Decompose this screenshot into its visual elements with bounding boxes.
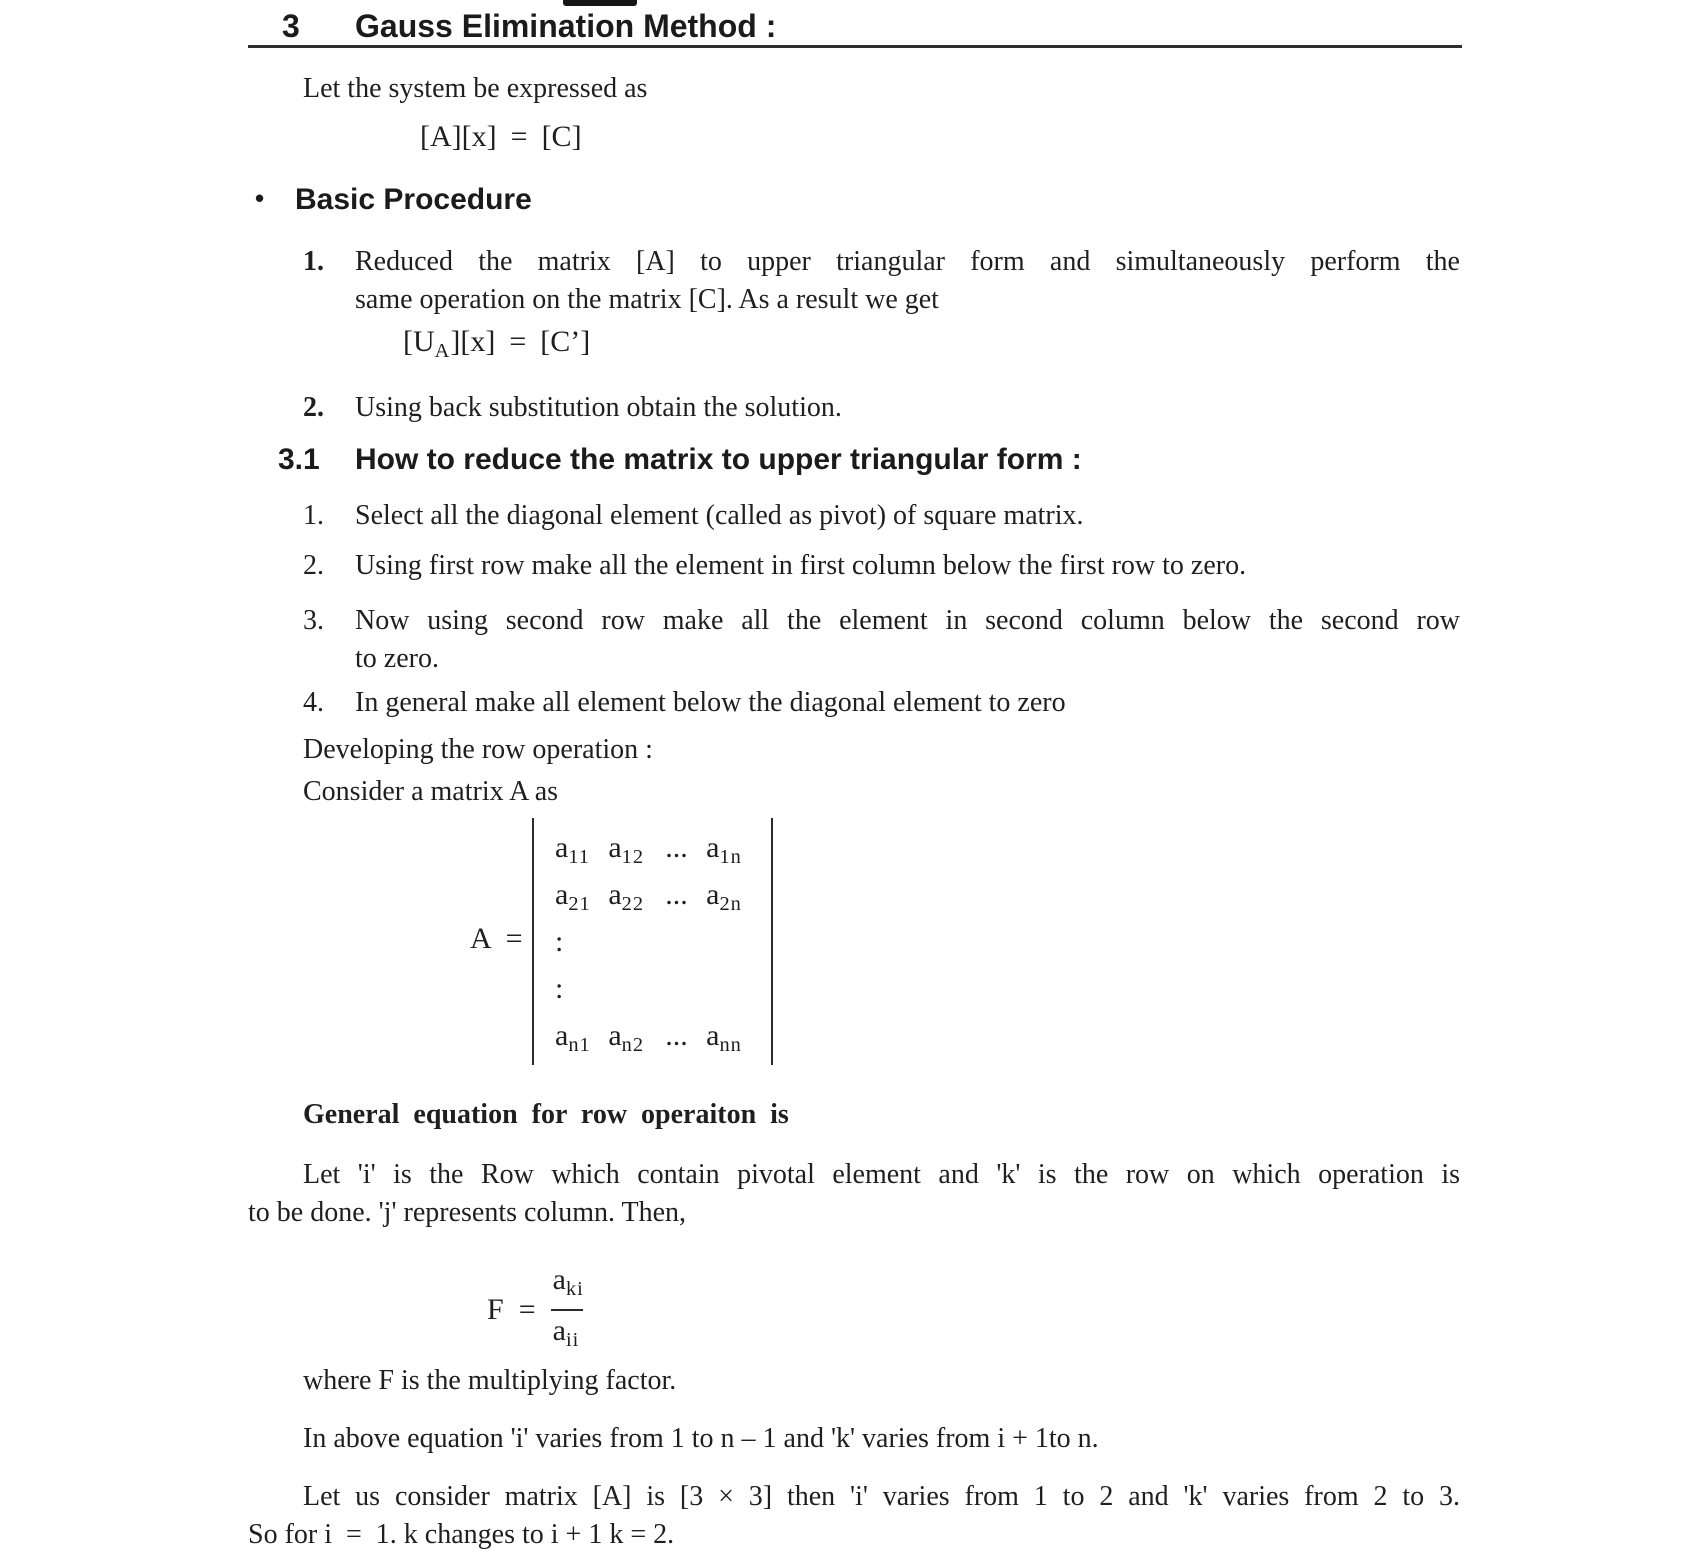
paragraph-line: to be done. 'j' represents column. Then,: [248, 1197, 687, 1228]
step-item-1: [248, 497, 1460, 535]
matrix-cell: [706, 965, 771, 1012]
item-number: 2.: [303, 550, 324, 581]
equals-sign: =: [518, 1293, 536, 1327]
matrix-cell: $a_{1n}$: [706, 831, 742, 869]
subscript-a: A: [434, 340, 451, 363]
matrix-cell: $a_{22}$: [608, 878, 645, 916]
consider-paragraph: Consider a matrix A as: [303, 776, 559, 807]
heading-underline: [248, 45, 1462, 48]
subsection-heading: [278, 443, 1082, 477]
procedure-item-2: [248, 389, 1460, 427]
fraction-denominator: $a_{ii}$: [551, 1309, 584, 1358]
step-item-2: [248, 547, 1460, 585]
matrix-cell: :: [555, 972, 564, 1005]
step-item-3: [248, 602, 1460, 678]
matrix-cell: $a_{nn}$: [706, 1019, 742, 1057]
item-line: Reduced the matrix [A] to upper triangular form and simultaneously perform the: [355, 246, 1460, 277]
item-line: Using back substitution obtain the solution.: [355, 392, 842, 423]
matrix-row: [534, 965, 771, 1012]
matrix-row: [534, 871, 771, 918]
matrix-a: [532, 818, 773, 1065]
matrix-cell: [608, 918, 665, 965]
item-text: [355, 389, 1460, 427]
matrix-row: [534, 1012, 771, 1059]
matrix-row: [534, 918, 771, 965]
matrix-cell: $a_{21}$: [555, 878, 591, 916]
matrix-cell: [665, 918, 706, 965]
equation-lhs: [403, 325, 495, 363]
equation-system: [420, 120, 582, 154]
paragraph-line: Let 'i' is the Row which contain pivotal element and 'k' is the row on which operation is: [303, 1159, 1460, 1190]
equation-rhs: [C]: [541, 120, 582, 153]
basic-procedure-title: Basic Procedure: [295, 183, 532, 216]
intro-paragraph: Let the system be expressed as: [303, 73, 648, 104]
item-text: [355, 684, 1460, 722]
item-number: 3.: [303, 605, 324, 636]
matrix-cell: ...: [665, 878, 688, 911]
item-line: same operation on the matrix [C]. As a result we get: [355, 284, 939, 315]
matrix-cell: $a_{12}$: [608, 831, 645, 869]
matrix-cell: $a_{n2}$: [608, 1019, 645, 1057]
item-number: 2.: [303, 392, 324, 423]
fraction: [551, 1262, 588, 1358]
matrix-cell: ...: [665, 1019, 688, 1052]
subsection-title: How to reduce the matrix to upper triangular form :: [355, 443, 1082, 476]
matrix-name: A: [470, 922, 492, 955]
range-paragraph: In above equation 'i' varies from 1 to n – 1 and 'k' varies from i + 1to n.: [303, 1423, 1099, 1454]
equation-upper-triangular: [403, 325, 590, 363]
item-number: 1.: [303, 246, 324, 277]
item-number: 1.: [303, 500, 324, 531]
general-equation-heading: General equation for row operaiton is: [303, 1099, 789, 1130]
paragraph-line: Let us consider matrix [A] is [3 × 3] then 'i' varies from 1 to 2 and 'k' varies from 2 to 3.: [303, 1481, 1460, 1512]
matrix-cell: [665, 965, 706, 1012]
item-number: 4.: [303, 687, 324, 718]
item-text: [355, 602, 1460, 678]
equals-sign: =: [509, 325, 527, 358]
paragraph-line: So for i = 1. k changes to i + 1 k = 2.: [248, 1519, 675, 1550]
item-line: Now using second row make all the element in second column below the second row: [355, 605, 1460, 636]
where-paragraph: where F is the multiplying factor.: [303, 1365, 677, 1396]
matrix-row: [534, 824, 771, 871]
item-line: Using first row make all the element in first column below the first row to zero.: [355, 550, 1247, 581]
item-text: [355, 547, 1460, 585]
item-text: [355, 243, 1460, 319]
matrix-cell: :: [555, 925, 564, 958]
step-item-4: [248, 684, 1460, 722]
factor-symbol: F: [487, 1293, 504, 1327]
bullet-icon: •: [255, 183, 265, 213]
pivot-paragraph: [248, 1156, 1460, 1232]
matrix-cell: [608, 965, 665, 1012]
subsection-number: 3.1: [278, 443, 320, 476]
example-paragraph: [248, 1478, 1460, 1554]
section-heading: [282, 8, 776, 45]
equation-lhs: [A][x]: [420, 120, 497, 153]
equals-sign: =: [510, 120, 528, 153]
developing-paragraph: Developing the row operation :: [303, 734, 653, 765]
fraction-numerator: $a_{ki}$: [552, 1263, 584, 1301]
basic-procedure-heading: [255, 183, 532, 217]
item-line: to zero.: [355, 643, 439, 674]
equation-rhs: [C’]: [540, 325, 591, 358]
item-line: Select all the diagonal element (called as pivot) of square matrix.: [355, 500, 1084, 531]
procedure-item-1: [248, 243, 1460, 319]
item-text: [355, 497, 1460, 535]
section-number: 3: [282, 8, 300, 44]
matrix-label: [470, 922, 537, 956]
scan-artifact: [563, 0, 637, 6]
matrix-cell: [706, 918, 771, 965]
matrix-cell: $a_{11}$: [555, 831, 590, 869]
equals-sign: =: [505, 922, 523, 955]
matrix-cell: ...: [665, 831, 688, 864]
x-bracket: ][x]: [450, 325, 496, 358]
matrix-cell: $a_{n1}$: [555, 1019, 591, 1057]
item-line: In general make all element below the diagonal element to zero: [355, 687, 1066, 718]
matrix-cell: $a_{2n}$: [706, 878, 742, 916]
u-bracket: [U: [403, 325, 435, 358]
section-title: Gauss Elimination Method :: [355, 8, 777, 44]
equation-factor: [487, 1262, 588, 1358]
